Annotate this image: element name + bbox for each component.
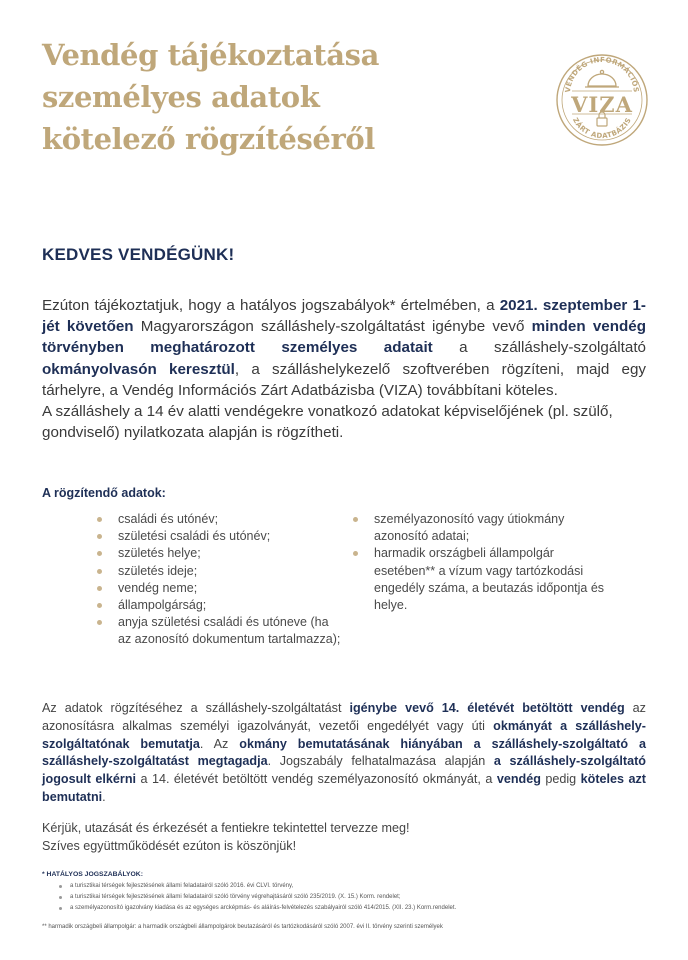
intro-text: , a szálláshelykezelő szoftverében rögzíteni, majd egy tárhelyre, a Vendég Információs Zárt Adatbázisba (VIZA) továbbítani köteles. [42, 360, 646, 399]
para-text: . [102, 789, 106, 804]
page-title [42, 34, 502, 160]
footnotes-heading: * HATÁLYOS JOGSZABÁLYOK: [42, 871, 143, 878]
list-item: anyja születési családi és utóneve (ha az azonosító dokumentum tartalmazza); [94, 614, 344, 648]
list-item: születés helye; [94, 545, 344, 562]
footnote-item: a személyazonosító igazolvány kiadása és az egységes arcképmás- és aláírás-felvételezés szabályairól szóló 414/2015. (XII. 23.) Korm.rendelet. [42, 903, 652, 914]
list-item: harmadik országbeli állampolgár esetében** a vízum vagy tartózkodási engedély száma, a beutazás időpontja és helye. [350, 545, 610, 614]
title-line-2: személyes adatok [42, 80, 320, 114]
list-item: vendég neme; [94, 580, 344, 597]
footnote-third-country: ** harmadik országbeli állampolgár: a harmadik országbeli állampolgárok beutazásáról és tartózkodásáról szóló 2007. évi II. törvény szerinti személyek [42, 924, 443, 930]
title-line-3: kötelező rögzítéséről [42, 122, 375, 156]
logo-top-text: VENDÉG INFORMÁCIÓS [563, 55, 641, 94]
logo-bottom-text: ZÁRT ADATBÁZIS [571, 116, 633, 141]
list-item: állampolgárság; [94, 597, 344, 614]
para-highlight: vendég [496, 772, 541, 787]
para-highlight: okmány bemutatásának hiányában a szálláshely-szolgáltató a szálláshely-szolgáltatást megtagadja [42, 736, 646, 769]
para-text: . Az [199, 736, 240, 751]
intro-paragraph-2: A szálláshely a 14 év alatti vendégekre vonatkozó adatokat képviselőjének (pl. szülő, gondviselő) nyilatkozata alapján is rögzítheti. [42, 403, 613, 442]
data-list-heading: A rögzítendő adatok: [42, 486, 166, 500]
footnotes [42, 871, 652, 932]
para-text: az azonosításra alkalmas személyi igazolványát, vezetői engedélyét vagy úti [42, 701, 646, 733]
data-list-left [94, 511, 344, 649]
title-line-1: Vendég tájékoztatása [42, 38, 379, 72]
closing-section [42, 820, 646, 856]
intro-data-highlight: minden vendég törvényben meghatározott személyes adatait [42, 318, 646, 357]
intro-section [42, 295, 646, 443]
footnotes-list [42, 881, 652, 914]
para-text: . Jogszabály felhatalmazása alapján [267, 754, 494, 769]
para-text: a 14. életévét betöltött vendég személyazonosító okmányát, a [136, 772, 497, 787]
list-item: születési családi és utónév; [94, 528, 344, 545]
intro-reader-highlight: okmányolvasón keresztül [42, 360, 235, 378]
intro-text: Ezúton tájékoztatjuk, hogy a hatályos jogszabályok* értelmében, a [42, 297, 500, 314]
para-highlight: okmányát a szálláshely-szolgáltatónak bemutatja [42, 718, 646, 751]
document-requirement-paragraph [42, 700, 646, 807]
intro-text: Magyarországon szálláshely-szolgáltatást igénybe vevő [133, 318, 532, 336]
logo-center-text: VIZA [571, 92, 633, 117]
greeting-heading: KEDVES VENDÉGÜNK! [42, 245, 235, 264]
para-text: pedig [540, 772, 581, 787]
closing-line-2: Szíves együttműködését ezúton is köszönjük! [42, 838, 297, 853]
intro-text: a szálláshely-szolgáltató [432, 339, 646, 357]
closing-line-1: Kérjük, utazását és érkezését a fentiekre tekintettel tervezze meg! [42, 821, 410, 835]
footnote-item: a turisztikai térségek fejlesztésének állami feladatairól szóló 2016. évi CLVI. törvény, [42, 881, 652, 892]
list-item: személyazonosító vagy útiokmány azonosító adatai; [350, 511, 610, 545]
intro-paragraph-1 [42, 295, 646, 401]
para-highlight: igénybe vevő 14. életévét betöltött vendég [349, 701, 625, 715]
list-item: családi és utónév; [94, 511, 344, 528]
footnote-item: a turisztikai térségek fejlesztésének állami feladatairól szóló törvény végrehajtásáról szóló 235/2019. (X. 15.) Korm. rendelet; [42, 892, 652, 903]
cloche-icon [585, 70, 619, 87]
para-text: Az adatok rögzítéséhez a szálláshely-szolgáltatást [42, 701, 350, 715]
viza-logo [556, 36, 648, 154]
para-highlight: a szálláshely-szolgáltató jogosult elkérni [42, 754, 646, 787]
list-item: születés ideje; [94, 563, 344, 580]
intro-date-highlight: 2021. szeptember 1-jét követően [42, 297, 646, 336]
data-list-right [350, 511, 610, 614]
para-highlight: köteles azt bemutatni [42, 772, 646, 804]
